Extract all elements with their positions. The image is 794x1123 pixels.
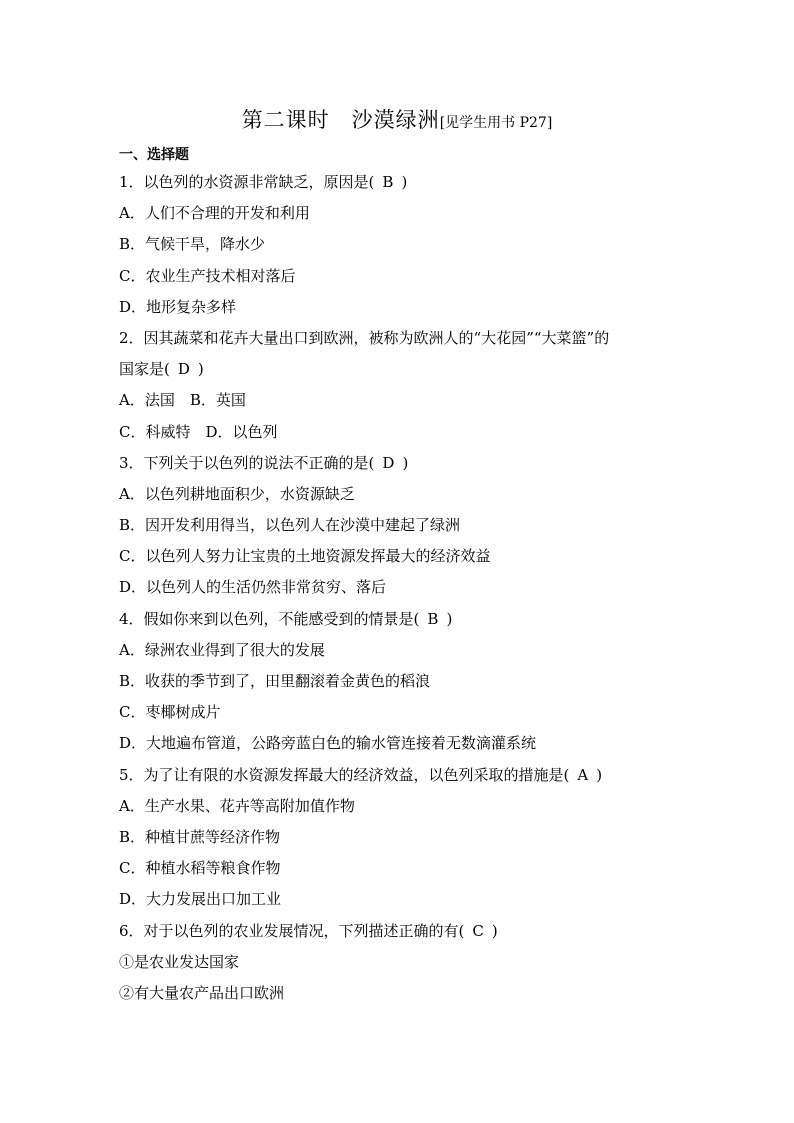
question-2-stem [119,354,689,385]
question-4-option-b: B．收获的季节到了，田里翻滚着金黄色的稻浪 [119,672,431,690]
question-6-stem [119,916,689,947]
question-3-option-a: A．以色列耕地面积少，水资源缺乏 [119,484,355,503]
question-1-answer: B [382,173,394,191]
textbook-reference: [见学生用书 P27] [439,115,553,131]
question-3-close: ) [402,453,409,472]
question-list [119,143,689,1009]
question-5-option-d: D．大力发展出口加工业 [119,890,282,909]
question-4-option-d: D．大地遍布管道，公路旁蓝白色的输水管连接着无数滴灌系统 [119,734,537,753]
question-3-text: 3．下列关于以色列的说法不正确的是( [119,453,375,472]
question-3-option-d: D．以色列人的生活仍然非常贫穷、落后 [119,578,387,597]
question-3-answer: D [382,453,395,472]
question-2-close: ) [197,360,204,379]
question-1-option-a: A．人们不合理的开发和利用 [119,204,310,223]
question-4-option-c: C．枣椰树成片 [119,703,221,722]
question-1-close: ) [401,173,408,191]
question-4-close: ) [446,609,453,628]
question-6-statement-2: ②有大量农产品出口欧洲 [119,983,285,1002]
question-5-option-b: B．种植甘蔗等经济作物 [119,827,281,846]
question-1-stem [119,167,689,198]
question-6-close: ) [491,921,498,940]
question-4-option-a: A．绿洲农业得到了很大的发展 [119,640,325,659]
question-2-text: 国家是( [119,360,170,379]
question-2-stem-line1: 2．因其蔬菜和花卉大量出口到欧洲，被称为欧洲人的“大花园”“大菜篮”的 [119,328,610,347]
question-3-option-c: C．以色列人努力让宝贵的土地资源发挥最大的经济效益 [119,547,491,566]
question-3-option-b: B．因开发利用得当，以色列人在沙漠中建起了绿洲 [119,516,461,535]
question-5-answer: A [577,765,589,784]
page-title: 第二课时 沙漠绿洲 [241,108,440,132]
question-3-stem [119,448,689,479]
question-4-stem [119,604,689,635]
question-2-answer: D [177,360,190,379]
question-6-text: 6．对于以色列的农业发展情况，下列描述正确的有( [119,921,465,940]
question-4-answer: B [427,609,439,628]
question-5-close: ) [596,765,603,784]
question-2-options-cd: C．科威特 D．以色列 [119,422,278,441]
section-heading: 一、选择题 [119,147,189,163]
question-5-option-a: A．生产水果、花卉等高附加值作物 [119,796,355,815]
question-1-text: 1．以色列的水资源非常缺乏，原因是( [119,173,375,191]
question-5-option-c: C．种植水稻等粮食作物 [119,859,281,878]
question-1-option-c: C．农业生产技术相对落后 [119,266,296,285]
question-2-options-ab: A．法国 B．英国 [119,391,246,410]
question-1-option-d: D．地形复杂多样 [119,297,237,316]
question-4-text: 4．假如你来到以色列，不能感受到的情景是( [119,609,420,628]
question-6-answer: C [472,921,484,940]
question-1-option-b: B．气候干旱，降水少 [119,235,266,254]
question-6-statement-1: ①是农业发达国家 [119,952,240,971]
question-5-stem [119,760,689,791]
title-row [0,104,794,134]
question-5-text: 5．为了让有限的水资源发挥最大的经济效益，以色列采取的措施是( [119,765,570,784]
